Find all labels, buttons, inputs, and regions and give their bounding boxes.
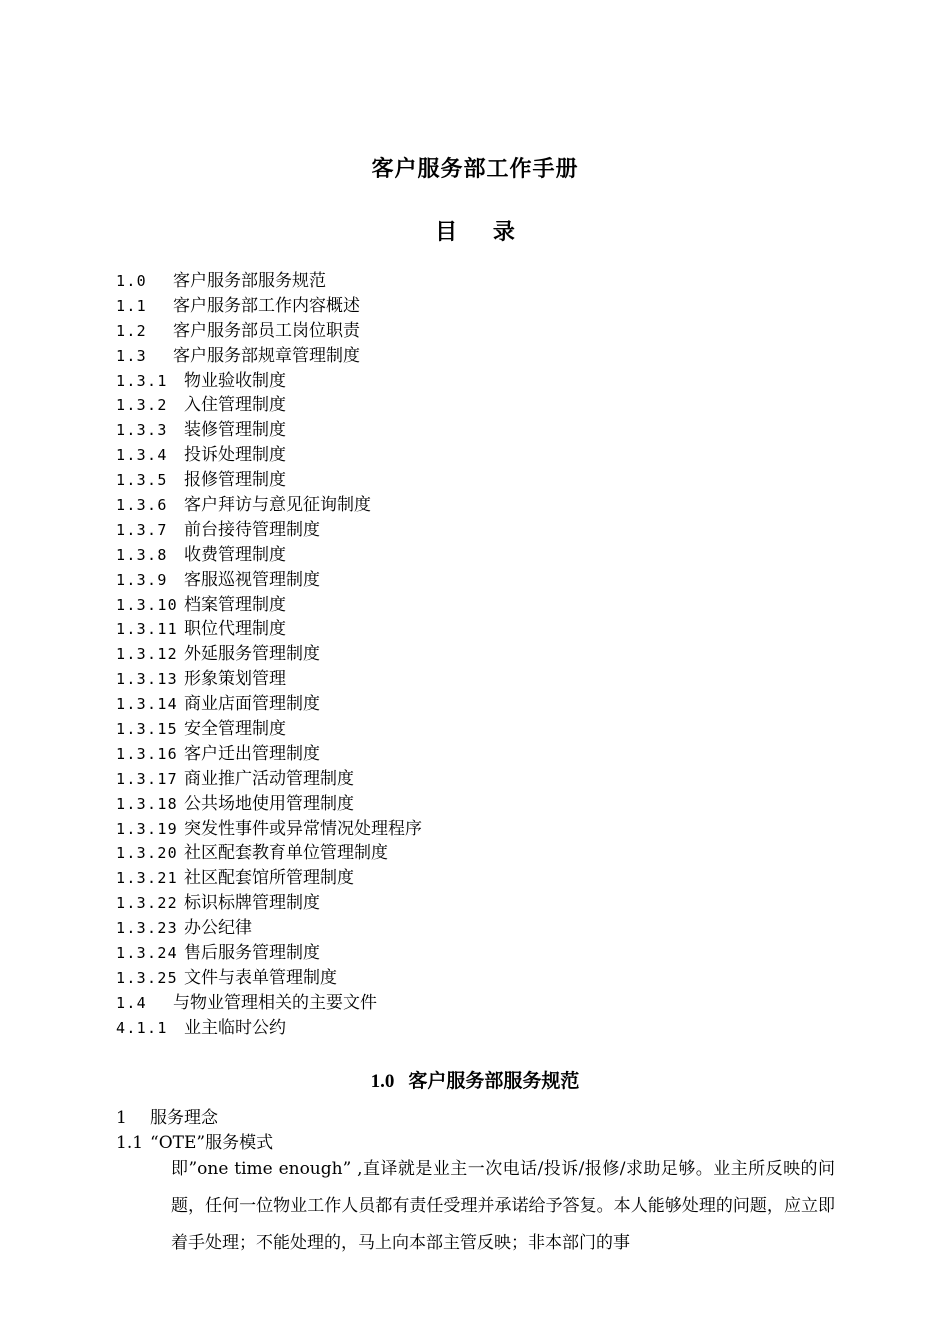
toc-item-label: 前台接待管理制度 <box>184 519 320 540</box>
toc-item-number: 1.3.6 <box>116 496 168 515</box>
toc-item-number: 4.1.1 <box>116 1018 168 1037</box>
toc-item <box>116 443 816 468</box>
toc-item <box>116 667 816 692</box>
toc-item <box>116 916 816 941</box>
toc-item <box>116 941 816 966</box>
toc-item-number: 1.3.11 <box>116 620 178 639</box>
toc-item-label: 收费管理制度 <box>184 544 286 565</box>
toc-item <box>116 344 816 369</box>
toc-item <box>116 617 816 642</box>
toc-item <box>116 792 816 817</box>
toc-item-number: 1.0 <box>116 272 147 290</box>
toc-item-number: 1.3.15 <box>116 720 178 739</box>
toc-item <box>116 841 816 866</box>
toc-item-number: 1.3.17 <box>116 769 178 788</box>
toc-item-label: 客户拜访与意见征询制度 <box>184 495 371 516</box>
toc-item <box>116 369 816 394</box>
toc-item <box>116 742 816 767</box>
body-paragraph: 即”one time enough” ,直译就是业主一次电话/投诉/报修/求助足够。业主所反映的问题，任何一位物业工作人员都有责任受理并承诺给予答复。本人能够处理的问题，应立即着手处理；不能处理的，马上向本部主管反映；非本部门的事 <box>171 1159 835 1253</box>
toc-item <box>116 543 816 568</box>
toc-item <box>116 717 816 742</box>
toc-item <box>116 493 816 518</box>
document-title: 客户服务部工作手册 <box>371 156 579 182</box>
toc-item <box>116 418 816 443</box>
subsection-number: 1 <box>116 1108 127 1128</box>
toc-item-number: 1.3.10 <box>116 595 178 614</box>
toc-item-label: 安全管理制度 <box>184 719 286 740</box>
toc-item-label: 客服巡视管理制度 <box>184 569 320 590</box>
toc-item-label: 投诉处理制度 <box>184 445 286 466</box>
subsection-title: “OTE”服务模式 <box>150 1133 274 1153</box>
toc-item-number: 1.3.4 <box>116 446 168 465</box>
toc-item-number: 1.3.24 <box>116 944 178 963</box>
toc-item-number: 1.3.20 <box>116 844 178 863</box>
toc-item-label: 档案管理制度 <box>184 594 286 615</box>
toc-item-label: 装修管理制度 <box>184 420 286 441</box>
toc-item-number: 1.3.16 <box>116 744 178 763</box>
toc-item <box>116 891 816 916</box>
toc-item-number: 1.3.3 <box>116 421 168 440</box>
toc-item-number: 1.3.22 <box>116 894 178 913</box>
subsection-heading <box>116 1128 273 1153</box>
toc-item <box>116 468 816 493</box>
toc-item <box>116 294 816 319</box>
toc-item <box>116 593 816 618</box>
toc-item <box>116 518 816 543</box>
toc-item-number: 1.3.9 <box>116 570 168 589</box>
section-number: 1.0 <box>370 1071 395 1092</box>
section-title: 客户服务部服务规范 <box>408 1070 580 1092</box>
toc-item <box>116 692 816 717</box>
toc-item-number: 1.3.23 <box>116 919 178 938</box>
toc-item-label: 客户服务部工作内容概述 <box>173 295 360 316</box>
toc-item-label: 标识标牌管理制度 <box>184 893 320 914</box>
toc-item <box>116 269 816 294</box>
toc-item-number: 1.3.19 <box>116 819 178 838</box>
toc-item-label: 商业推广活动管理制度 <box>184 768 354 789</box>
toc-item-label: 形象策划管理 <box>184 669 286 690</box>
toc-item-label: 业主临时公约 <box>184 1017 286 1038</box>
toc-item-label: 公共场地使用管理制度 <box>184 793 354 814</box>
toc-item <box>116 767 816 792</box>
toc-item-number: 1.1 <box>116 296 147 315</box>
toc-item-label: 售后服务管理制度 <box>184 943 320 964</box>
toc-item-label: 客户服务部员工岗位职责 <box>173 320 360 341</box>
toc-item-label: 客户迁出管理制度 <box>184 743 320 764</box>
toc-item-number: 1.3.13 <box>116 670 178 689</box>
toc-item-label: 物业验收制度 <box>184 370 286 391</box>
toc-item-number: 1.3.21 <box>116 869 178 888</box>
toc-item-number: 1.3 <box>116 346 147 365</box>
toc-item-number: 1.4 <box>116 993 147 1012</box>
toc-item-label: 商业店面管理制度 <box>184 694 320 715</box>
toc-item <box>116 319 816 344</box>
toc-item-label: 办公纪律 <box>184 918 252 939</box>
toc-item <box>116 568 816 593</box>
section-heading <box>0 1066 950 1093</box>
toc-item-label: 社区配套馆所管理制度 <box>184 868 354 889</box>
toc-item-label: 入住管理制度 <box>184 395 286 416</box>
toc-item-label: 外延服务管理制度 <box>184 644 320 665</box>
toc-item <box>116 866 816 891</box>
toc-item-number: 1.3.2 <box>116 396 168 415</box>
subsection-title: 服务理念 <box>150 1108 218 1128</box>
toc-item <box>116 991 816 1016</box>
toc-item-label: 客户服务部服务规范 <box>173 271 326 291</box>
toc-item-label: 客户服务部规章管理制度 <box>173 345 360 366</box>
toc-item-label: 与物业管理相关的主要文件 <box>173 992 377 1013</box>
toc-heading: 目 录 <box>435 219 515 245</box>
toc-item-number: 1.3.14 <box>116 695 178 714</box>
subsection-number: 1.1 <box>116 1133 144 1153</box>
toc-item <box>116 817 816 842</box>
toc-item-number: 1.3.7 <box>116 520 168 539</box>
toc-item-number: 1.3.1 <box>116 371 168 390</box>
toc-item-label: 报修管理制度 <box>184 470 286 491</box>
subsection-heading <box>116 1103 218 1128</box>
toc-item <box>116 393 816 418</box>
toc-item-number: 1.3.5 <box>116 471 168 490</box>
toc-item-number: 1.3.12 <box>116 645 178 664</box>
table-of-contents <box>116 269 816 1041</box>
toc-item-label: 突发性事件或异常情况处理程序 <box>184 818 422 839</box>
toc-item-number: 1.2 <box>116 321 147 340</box>
toc-item <box>116 642 816 667</box>
toc-item <box>116 966 816 991</box>
toc-item-number: 1.3.8 <box>116 545 168 564</box>
toc-item-number: 1.3.18 <box>116 794 178 813</box>
toc-item-number: 1.3.25 <box>116 968 178 987</box>
toc-item-label: 职位代理制度 <box>184 619 286 640</box>
toc-item-label: 文件与表单管理制度 <box>184 967 337 988</box>
toc-item-label: 社区配套教育单位管理制度 <box>184 843 388 864</box>
toc-item <box>116 1016 816 1041</box>
